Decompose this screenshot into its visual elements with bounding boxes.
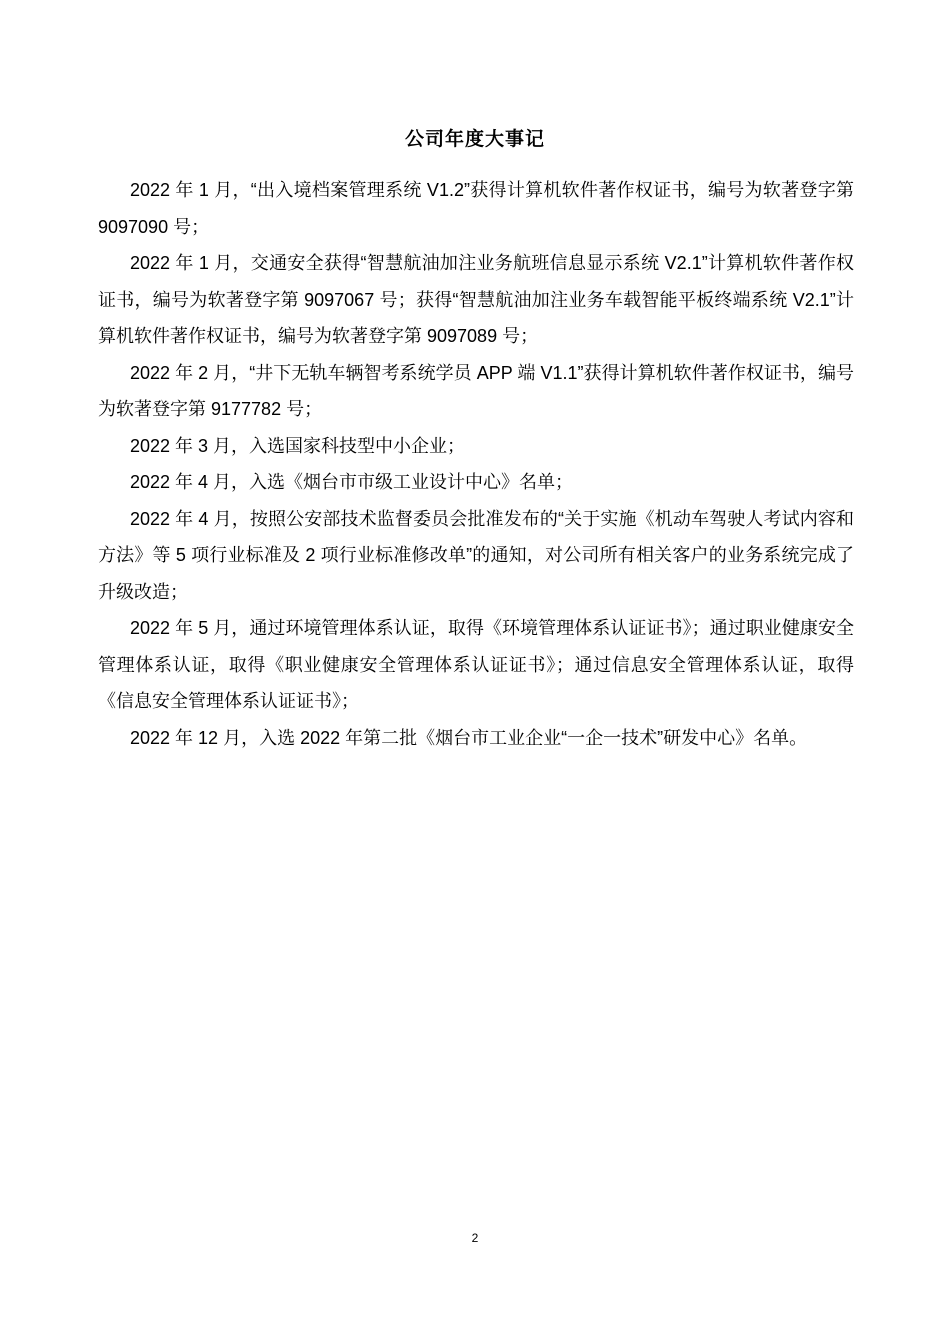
event-paragraph-6: 2022 年 4 月，按照公安部技术监督委员会批准发布的“关于实施《机动车驾驶人考试内容和方法》等 5 项行业标准及 2 项行业标准修改单”的通知，对公司所有相关客户的业务系统完成了升级改造； <box>98 508 854 602</box>
event-list <box>98 172 854 756</box>
event-paragraph-5: 2022 年 4 月，入选《烟台市市级工业设计中心》名单； <box>130 472 574 492</box>
event-paragraph-2: 2022 年 1 月，交通安全获得“智慧航油加注业务航班信息显示系统 V2.1”计算机软件著作权证书，编号为软著登字第 9097067 号；获得“智慧航油加注业务车载智能平板终端系统 V2.1”计算机软件著作权证书，编号为软著登字第 9097089 号； <box>98 253 854 346</box>
event-paragraph-1: 2022 年 1 月，“出入境档案管理系统 V1.2”获得计算机软件著作权证书，编号为软著登字第 9097090 号； <box>98 180 854 237</box>
page-number: 2 <box>471 1231 479 1245</box>
event-paragraph-3: 2022 年 2 月，“井下无轨车辆智考系统学员 APP 端 V1.1”获得计算机软件著作权证书，编号为软著登字第 9177782 号； <box>98 362 854 419</box>
event-paragraph-8: 2022 年 12 月，入选 2022 年第二批《烟台市工业企业“一企一技术”研发中心》名单。 <box>130 727 808 748</box>
page-title: 公司年度大事记 <box>404 129 545 150</box>
event-paragraph-7: 2022 年 5 月，通过环境管理体系认证，取得《环境管理体系认证证书》；通过职业健康安全管理体系认证，取得《职业健康安全管理体系认证证书》；通过信息安全管理体系认证，取得《信息安全管理体系认证证书》； <box>98 618 854 711</box>
event-paragraph-4: 2022 年 3 月，入选国家科技型中小企业； <box>130 435 466 456</box>
